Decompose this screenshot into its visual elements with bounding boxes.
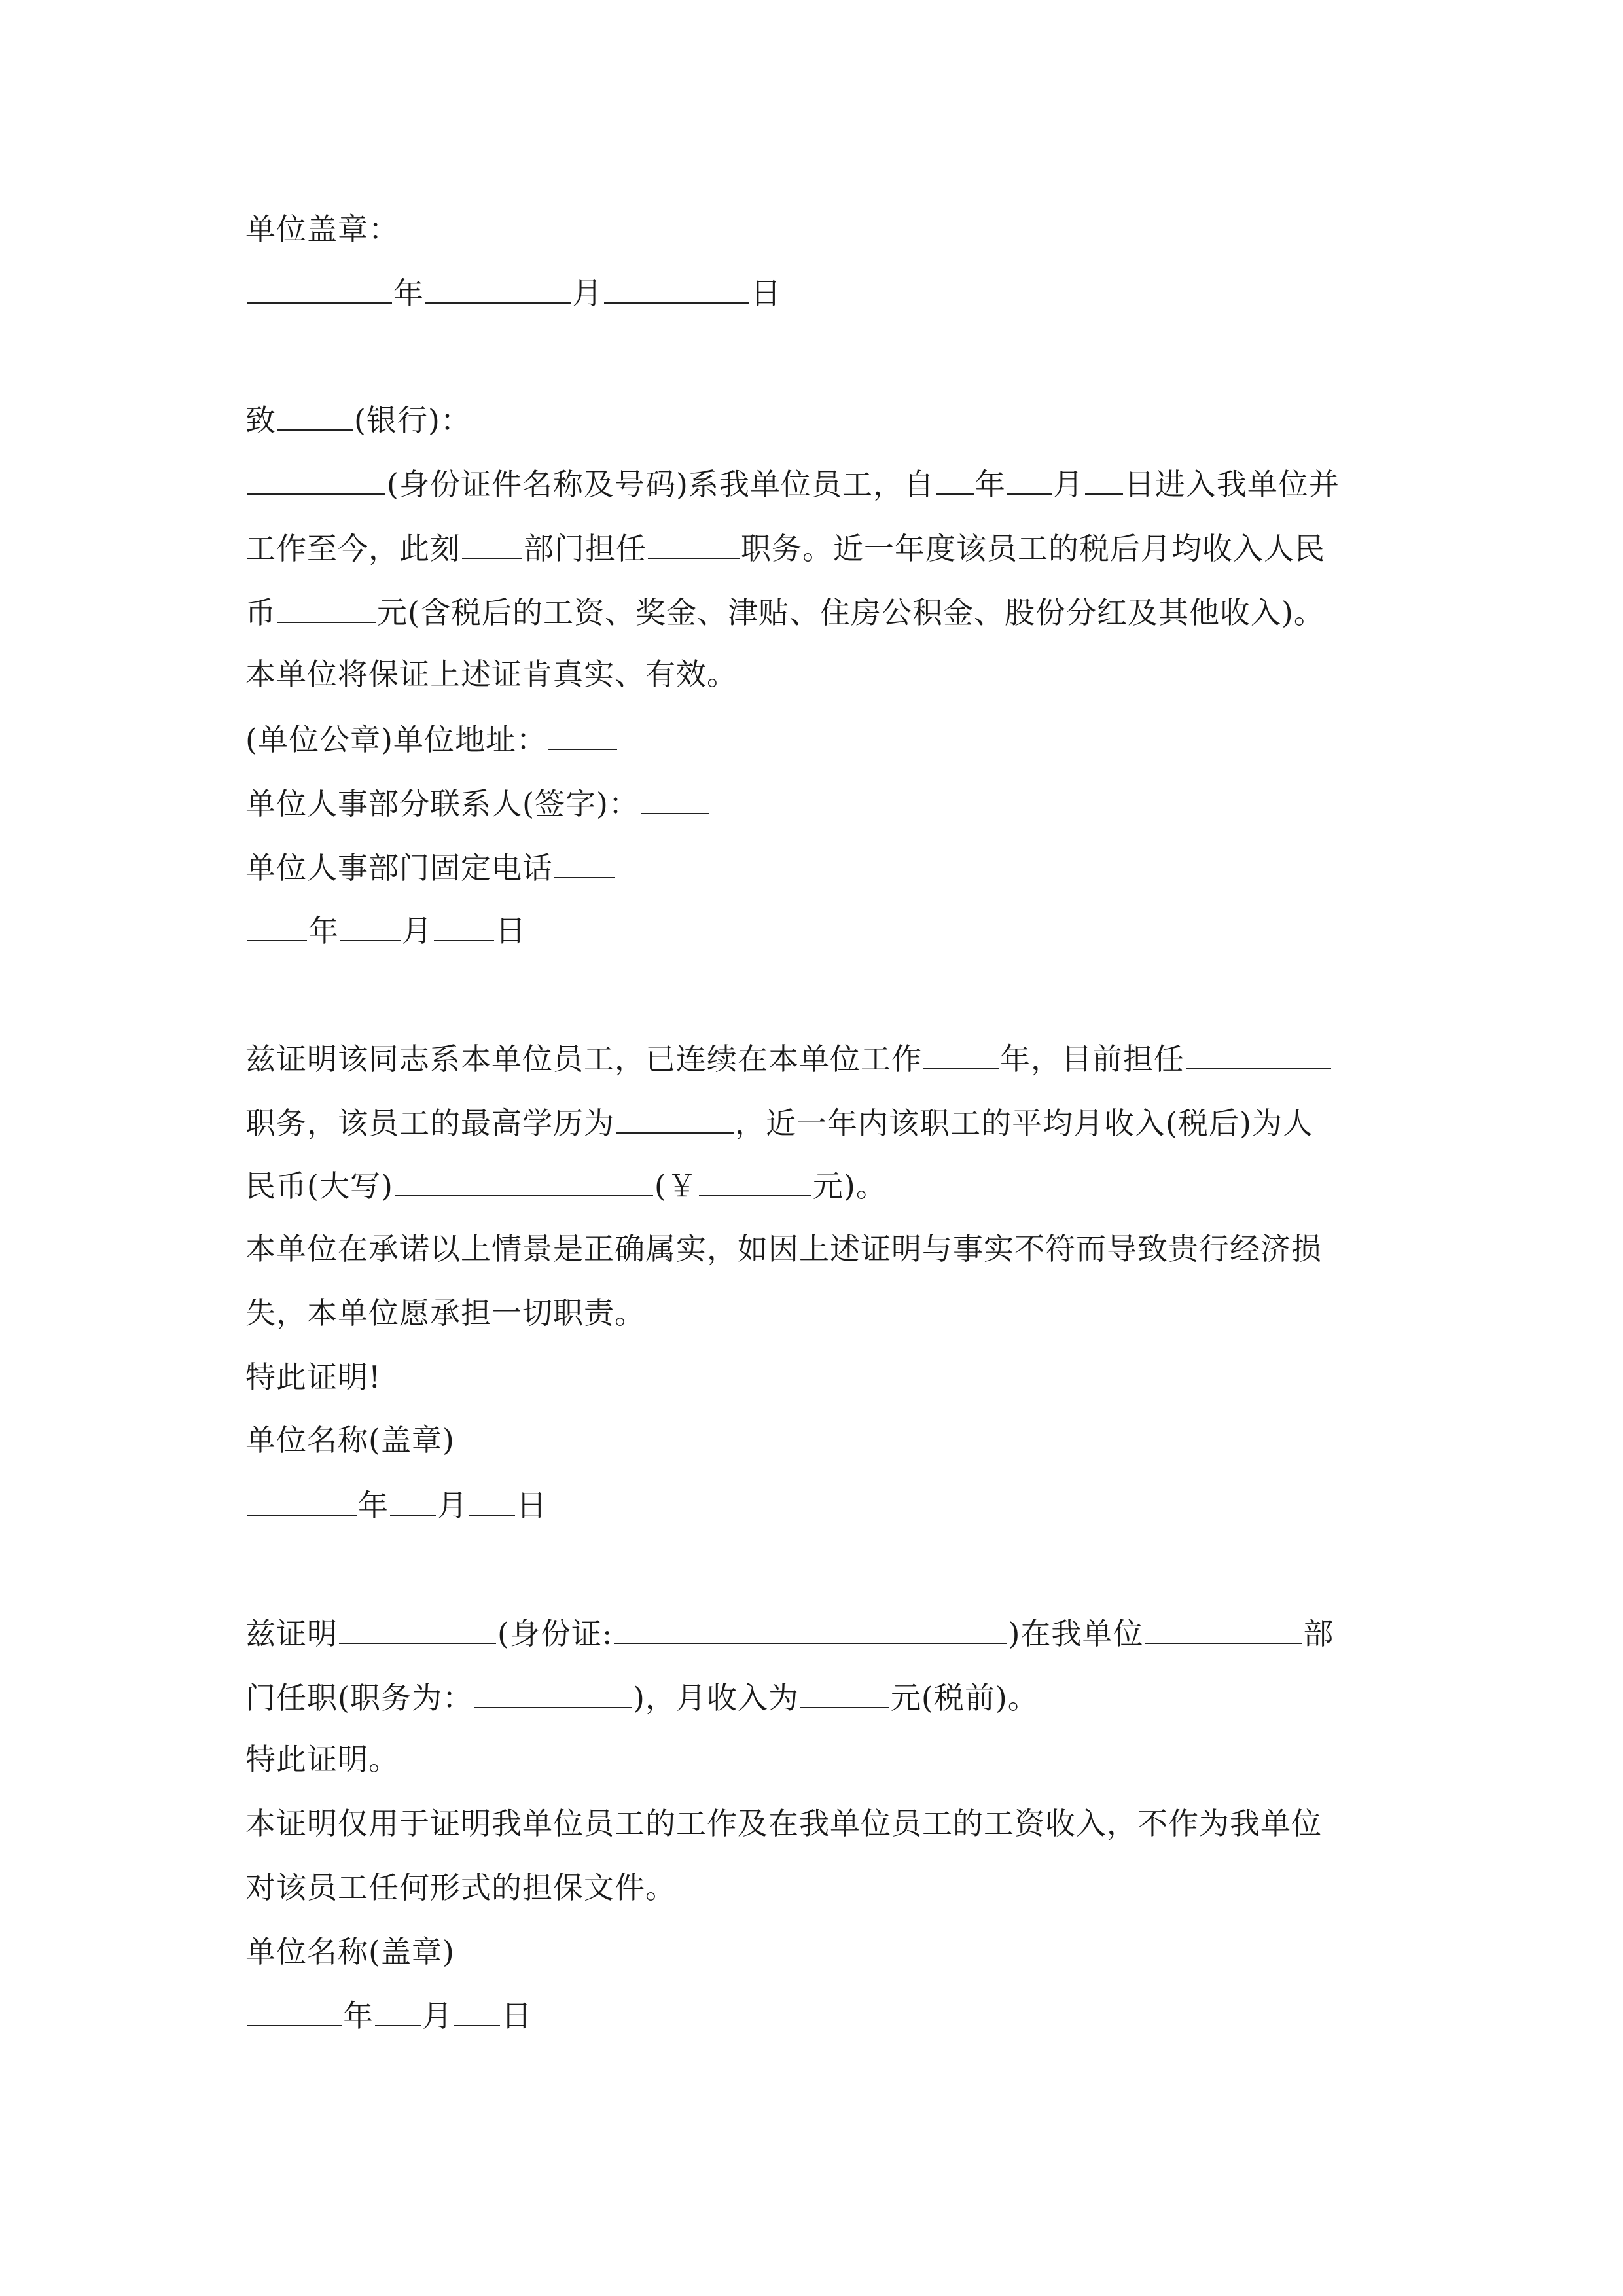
paragraph-line: 职务，该员工的最高学历为 ，近一年内该职工的平均月收入(税后)为人 bbox=[245, 1102, 1313, 1143]
paragraph-line: 币 元(含税后的工资、奖金、津贴、住房公积金、股份分红及其他收入)。 bbox=[245, 592, 1325, 632]
month-blank[interactable] bbox=[340, 910, 401, 941]
day-blank[interactable] bbox=[604, 272, 749, 304]
month-blank[interactable] bbox=[390, 1484, 436, 1516]
position-blank[interactable] bbox=[474, 1677, 632, 1708]
day-blank[interactable] bbox=[434, 910, 494, 941]
year-blank[interactable] bbox=[247, 1995, 342, 2026]
position-blank[interactable] bbox=[648, 528, 740, 559]
phone-blank[interactable] bbox=[554, 847, 615, 878]
paragraph-line: 本单位将保证上述证肯真实、有效。 bbox=[245, 656, 738, 692]
start-year-blank[interactable] bbox=[936, 463, 974, 495]
year-blank[interactable] bbox=[247, 1484, 357, 1516]
addressee-line: 致 (银行)： bbox=[245, 399, 471, 440]
day-blank[interactable] bbox=[469, 1484, 515, 1516]
paragraph-line: 门任职(职务为： )，月收入为 元(税前)。 bbox=[245, 1677, 1039, 1717]
phone-line: 单位人事部门固定电话 bbox=[245, 847, 616, 888]
paragraph-line: 特此证明。 bbox=[245, 1742, 399, 1777]
address-blank[interactable] bbox=[548, 719, 617, 750]
date-line-3: 年 月 日 bbox=[245, 1484, 547, 1525]
address-line: (单位公章)单位地址： bbox=[245, 719, 618, 759]
salary-blank[interactable] bbox=[800, 1677, 889, 1708]
date-line-2: 年 月 日 bbox=[245, 910, 526, 950]
paragraph-line: (身份证件名称及号码)系我单位员工，自 年 月 日进入我单位并 bbox=[245, 463, 1340, 504]
paragraph-line: 本证明仅用于证明我单位员工的工作及在我单位员工的工资收入，不作为我单位 bbox=[245, 1806, 1322, 1841]
paragraph-line: 对该员工任何形式的担保文件。 bbox=[245, 1870, 676, 1905]
date-line-4: 年 月 日 bbox=[245, 1995, 532, 2036]
contact-blank[interactable] bbox=[641, 783, 709, 814]
paragraph-line: 本单位在承诺以上情景是正确属实，如因上述证明与事实不符而导致贵行经济损 bbox=[245, 1231, 1322, 1266]
bank-name-blank[interactable] bbox=[277, 399, 353, 431]
paragraph-line: 工作至今，此刻 部门担任 职务。近一年度该员工的税后月均收入人民 bbox=[245, 528, 1325, 568]
department-blank[interactable] bbox=[462, 528, 522, 559]
paragraph-line: 兹证明 (身份证: )在我单位 部 bbox=[245, 1613, 1334, 1653]
employee-name-blank[interactable] bbox=[339, 1613, 496, 1644]
day-blank[interactable] bbox=[454, 1995, 500, 2026]
year-blank[interactable] bbox=[247, 910, 307, 941]
paragraph-line: 民币(大写) (￥ 元)。 bbox=[245, 1165, 887, 1206]
department-blank[interactable] bbox=[1145, 1613, 1302, 1644]
start-day-blank[interactable] bbox=[1085, 463, 1123, 495]
year-blank[interactable] bbox=[247, 272, 392, 304]
company-name-line: 单位名称(盖章) bbox=[245, 1422, 455, 1458]
contact-line: 单位人事部分联系人(签字)： bbox=[245, 783, 711, 823]
income-blank[interactable] bbox=[277, 592, 376, 623]
amount-words-blank[interactable] bbox=[395, 1165, 653, 1196]
id-number-blank[interactable] bbox=[614, 1613, 1007, 1644]
amount-number-blank[interactable] bbox=[699, 1165, 812, 1196]
seal-label: 单位盖章： bbox=[245, 211, 399, 247]
position-blank[interactable] bbox=[1186, 1038, 1331, 1069]
paragraph-line: 失，本单位愿承担一切职责。 bbox=[245, 1295, 645, 1331]
education-blank[interactable] bbox=[616, 1102, 734, 1134]
month-blank[interactable] bbox=[375, 1995, 421, 2026]
years-worked-blank[interactable] bbox=[923, 1038, 999, 1069]
date-line-1: 年 月 日 bbox=[245, 272, 781, 313]
month-blank[interactable] bbox=[425, 272, 571, 304]
paragraph-line: 兹证明该同志系本单位员工，已连续在本单位工作 年，目前担任 bbox=[245, 1038, 1332, 1079]
id-blank[interactable] bbox=[247, 463, 385, 495]
start-month-blank[interactable] bbox=[1007, 463, 1052, 495]
company-name-line: 单位名称(盖章) bbox=[245, 1934, 455, 1969]
paragraph-line: 特此证明! bbox=[245, 1359, 382, 1395]
